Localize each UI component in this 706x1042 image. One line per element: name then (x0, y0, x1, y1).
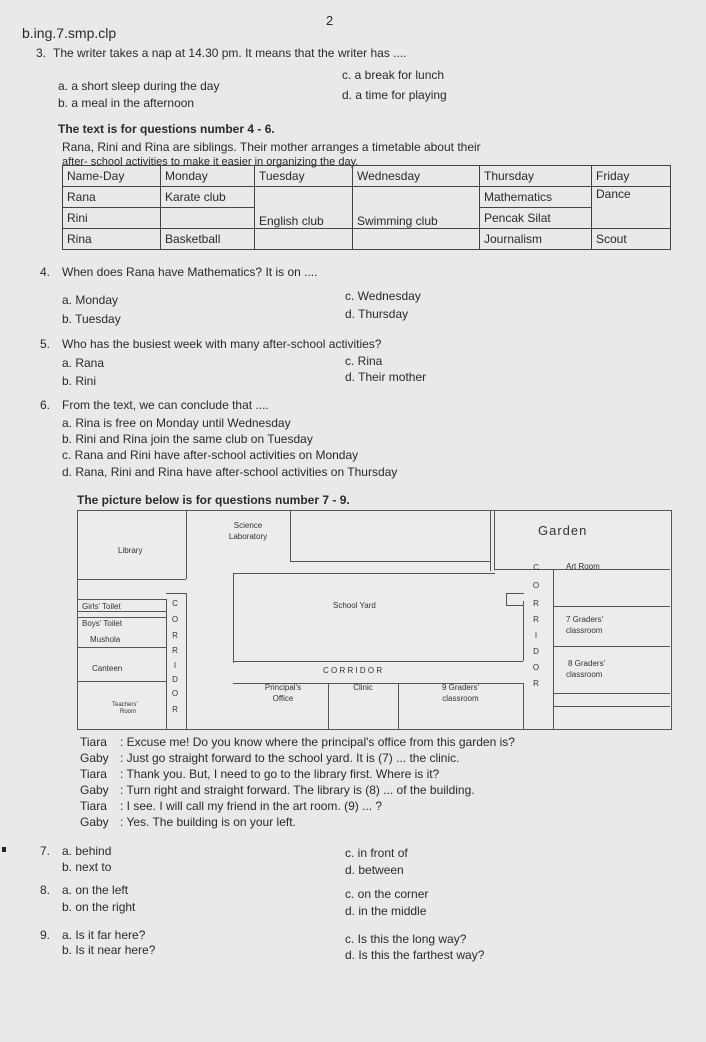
option-a: a. Monday (62, 293, 119, 307)
question-number: 8. (40, 883, 51, 897)
activity-cell: Dance (592, 187, 671, 229)
dialogue-line: : Excuse me! Do you know where the principal's office from this garden is? (120, 735, 515, 749)
intro-line-1: Rana, Rini and Rina are siblings. Their mother arranges a timetable about their (62, 140, 481, 154)
intro-line-2: after- school activities to make it easier in organizing the day. (62, 156, 359, 168)
corridor-letter: O (171, 615, 179, 624)
question-number: 7. (40, 844, 51, 858)
header-cell: Wednesday (353, 166, 480, 187)
activity-cell: English club (255, 187, 353, 229)
option-b: b. on the right (62, 900, 136, 914)
activity-cell: Basketball (161, 229, 255, 250)
option-b: b. Rini (62, 374, 97, 388)
corridor-letter: R (172, 631, 178, 640)
option-a: a. Rana (62, 356, 105, 370)
activity-cell: Mathematics (480, 187, 592, 208)
corridor-letter: I (173, 661, 177, 670)
dialogue-speaker: Tiara (80, 767, 107, 781)
option-b: b. next to (62, 860, 112, 874)
corridor-letter: O (532, 663, 540, 672)
activity-cell: Pencak Silat (480, 208, 592, 229)
dialogue-line: : Turn right and straight forward. The library is (8) ... of the building. (120, 783, 475, 797)
option-c: c. on the corner (345, 887, 429, 901)
corridor-letter: R (533, 679, 539, 688)
option-d: d. between (345, 863, 404, 877)
option-c: c. a break for lunch (342, 68, 445, 82)
option-a: a. a short sleep during the day (58, 79, 220, 93)
option-a: a. behind (62, 844, 112, 858)
corridor-letter: R (533, 615, 539, 624)
corridor-letter: C (172, 599, 178, 608)
dialogue-line: : I see. I will call my friend in the art room. (9) ... ? (120, 799, 383, 813)
question-number: 3. (36, 46, 47, 60)
section-heading-7-9: The picture below is for questions number 7 - 9. (77, 493, 350, 507)
canteen-label: Canteen (92, 664, 123, 673)
header-cell: Monday (161, 166, 255, 187)
question-stem: When does Rana have Mathematics? It is on .... (62, 265, 318, 279)
dialogue-line: : Yes. The building is on your left. (120, 815, 296, 829)
dialogue-line: : Just go straight forward to the school yard. It is (7) ... the clinic. (120, 751, 460, 765)
page-number: 2 (326, 13, 334, 28)
option-a: a. Rina is free on Monday until Wednesday (62, 416, 291, 430)
art-room-label: Art Room (566, 562, 600, 571)
question-stem: From the text, we can conclude that .... (62, 398, 269, 412)
corridor-letter: O (532, 581, 540, 590)
option-d: d. a time for playing (342, 88, 447, 102)
header-cell: Name-Day (63, 166, 161, 187)
school-map (77, 510, 672, 730)
library-label: Library (118, 546, 143, 555)
option-d: d. Is this the farthest way? (345, 948, 485, 962)
corridor-letter: R (533, 599, 539, 608)
question-number: 4. (40, 265, 51, 279)
activity-cell: Swimming club (353, 187, 480, 229)
corridor-letter: I (534, 631, 538, 640)
option-b: b. Tuesday (62, 312, 121, 326)
dialogue-speaker: Tiara (80, 735, 107, 749)
corridor-letter: R (172, 646, 178, 655)
timetable (62, 165, 671, 250)
activity-cell: Scout (592, 229, 671, 250)
dialogue-speaker: Gaby (80, 783, 109, 797)
name-cell: Rana (63, 187, 161, 208)
teachers-room-label-2: Room (120, 709, 137, 715)
question-stem: The writer takes a nap at 14.30 pm. It means that the writer has .... (53, 46, 407, 60)
option-a: a. Is it far here? (62, 928, 146, 942)
corridor-letter: R (172, 705, 178, 714)
grade8-label-1: 8 Graders' (568, 659, 606, 668)
activity-cell (353, 229, 480, 250)
grade9-label-1: 9 Graders' (441, 683, 480, 692)
boys-toilet-label: Boys' Toilet (82, 619, 123, 628)
option-a: a. on the left (62, 883, 129, 897)
name-cell: Rini (63, 208, 161, 229)
school-yard-label: School Yard (333, 601, 376, 610)
option-d: d. Their mother (345, 370, 427, 384)
corridor-letter: D (533, 647, 539, 656)
question-number: 6. (40, 398, 51, 412)
file-name: b.ing.7.smp.clp (22, 25, 117, 41)
question-number: 9. (40, 928, 51, 942)
option-c: c. in front of (345, 846, 408, 860)
margin-mark (2, 847, 6, 852)
activity-cell: Karate club (161, 187, 255, 208)
option-b: b. Is it near here? (62, 943, 156, 957)
option-c: c. Is this the long way? (345, 932, 467, 946)
option-d: d. Thursday (345, 307, 409, 321)
header-cell: Friday (592, 166, 671, 187)
activity-cell (255, 229, 353, 250)
question-number: 5. (40, 337, 51, 351)
grade7-label-1: 7 Graders' (566, 615, 604, 624)
corridor-letter: D (172, 675, 178, 684)
science-lab-label-2: Laboratory (228, 532, 268, 541)
dialogue-line: : Thank you. But, I need to go to the library first. Where is it? (120, 767, 440, 781)
option-b: b. Rini and Rina join the same club on Tuesday (62, 432, 313, 446)
dialogue-speaker: Gaby (80, 815, 109, 829)
science-lab-label-1: Science (233, 521, 263, 530)
principal-office-label-2: Office (272, 694, 294, 703)
clinic-label: Clinic (353, 683, 373, 692)
name-cell: Rina (63, 229, 161, 250)
activity-cell (161, 208, 255, 229)
mushola-label: Mushola (90, 635, 121, 644)
option-c: c. Wednesday (345, 289, 421, 303)
header-cell: Thursday (480, 166, 592, 187)
corridor-letter: O (171, 689, 179, 698)
question-stem: Who has the busiest week with many after-school activities? (62, 337, 382, 351)
option-b: b. a meal in the afternoon (58, 96, 195, 110)
option-c: c. Rina (345, 354, 383, 368)
grade8-label-2: classroom (566, 670, 603, 679)
corridor-letter: C (533, 563, 539, 572)
option-d: d. in the middle (345, 904, 427, 918)
principal-office-label-1: Principal's (264, 683, 302, 692)
dialogue-speaker: Gaby (80, 751, 109, 765)
header-cell: Tuesday (255, 166, 353, 187)
grade9-label-2: classroom (442, 694, 479, 703)
girls-toilet-label: Girls' Toilet (82, 602, 121, 611)
garden-label: Garden (538, 523, 588, 538)
teachers-room-label-1: Teachers' (112, 702, 138, 708)
grade7-label-2: classroom (566, 626, 603, 635)
option-c: c. Rana and Rini have after-school activities on Monday (62, 448, 359, 462)
section-heading-4-6: The text is for questions number 4 - 6. (58, 122, 275, 136)
activity-cell: Journalism (480, 229, 592, 250)
dialogue-speaker: Tiara (80, 799, 107, 813)
corridor-label: C O R R I D O R (323, 666, 383, 675)
option-d: d. Rana, Rini and Rina have after-school activities on Thursday (62, 465, 398, 479)
